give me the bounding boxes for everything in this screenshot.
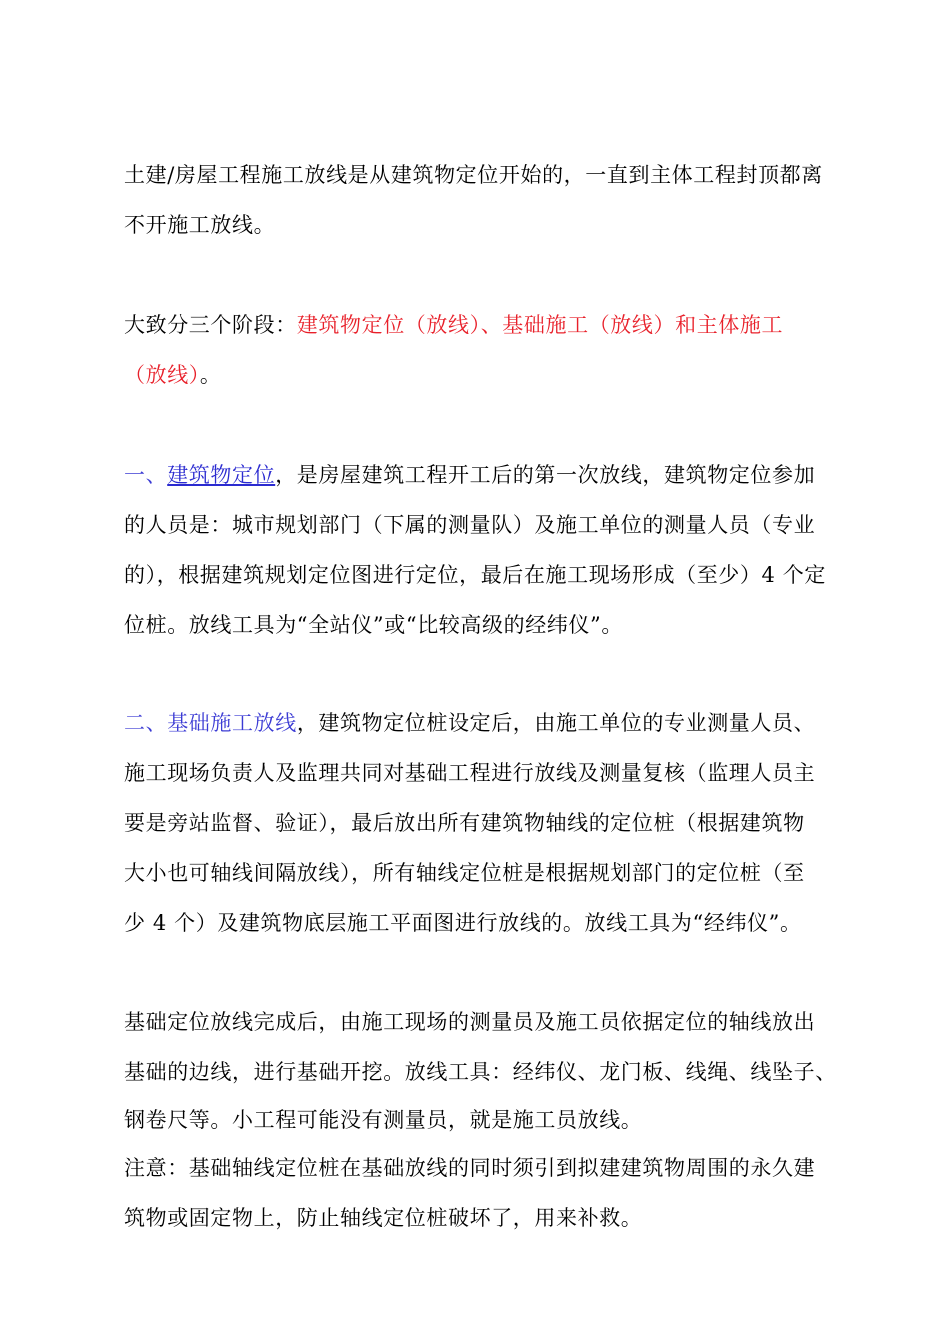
section-one-line-2: 的人员是：城市规划部门（下属的测量队）及施工单位的测量人员（专业 (124, 513, 816, 537)
intro-line-1: 土建/房屋工程施工放线是从建筑物定位开始的，一直到主体工程封顶都离 (124, 163, 823, 187)
section-two-paragraph (124, 698, 876, 948)
intro-line-2: 不开施工放线。 (124, 213, 276, 237)
section-one-line-1-rest: ，是房屋建筑工程开工后的第一次放线，建筑物定位参加 (275, 463, 816, 487)
intro-paragraph (124, 150, 876, 250)
section-one-line-1 (124, 450, 876, 500)
section-two-line-2: 施工现场负责人及监理共同对基础工程进行放线及测量复核（监理人员主 (124, 761, 816, 785)
foundation-line-1: 基础定位放线完成后，由施工现场的测量员及施工员依据定位的轴线放出 (124, 1010, 816, 1034)
stages-prefix: 大致分三个阶段： (124, 313, 297, 337)
note-line-1: 注意：基础轴线定位桩在基础放线的同时须引到拟建建筑物周围的永久建 (124, 1156, 816, 1180)
section-two-line-4: 大小也可轴线间隔放线），所有轴线定位桩是根据规划部门的定位桩（至 (124, 861, 805, 885)
section-two-line-3: 要是旁站监督、验证），最后放出所有建筑物轴线的定位桩（根据建筑物 (124, 811, 805, 835)
foundation-line-2: 基础的边线，进行基础开挖。放线工具：经纬仪、龙门板、线绳、线坠子、 (124, 1060, 837, 1084)
stages-line-1 (124, 300, 876, 350)
section-two-heading: 二、基础施工放线 (124, 711, 297, 735)
foundation-paragraph (124, 997, 876, 1243)
stages-paragraph (124, 300, 876, 400)
stages-highlight-2: （放线） (124, 363, 200, 387)
stages-suffix: 。 (199, 363, 222, 387)
section-two-line-1-rest: ，建筑物定位桩设定后，由施工单位的专业测量人员、 (296, 711, 816, 735)
section-one-line-3: 的），根据建筑规划定位图进行定位，最后在施工现场形成（至少）4 个定 (124, 563, 826, 587)
stages-line-2 (124, 350, 876, 400)
building-positioning-link[interactable]: 建筑物定位 (167, 463, 276, 487)
section-two-line-5: 少 4 个）及建筑物底层施工平面图进行放线的。放线工具为“经纬仪”。 (124, 911, 802, 935)
section-one-paragraph (124, 450, 876, 650)
stages-highlight-1: 建筑物定位（放线）、基础施工（放线）和主体施工 (296, 313, 784, 337)
section-one-line-4: 位桩。放线工具为“全站仪”或“比较高级的经纬仪”。 (124, 613, 623, 637)
foundation-line-3: 钢卷尺等。小工程可能没有测量员，就是施工员放线。 (124, 1108, 643, 1132)
section-two-line-1 (124, 698, 876, 748)
section-one-number: 一、 (124, 463, 168, 487)
note-line-2: 筑物或固定物上，防止轴线定位桩破坏了，用来补救。 (124, 1206, 643, 1230)
